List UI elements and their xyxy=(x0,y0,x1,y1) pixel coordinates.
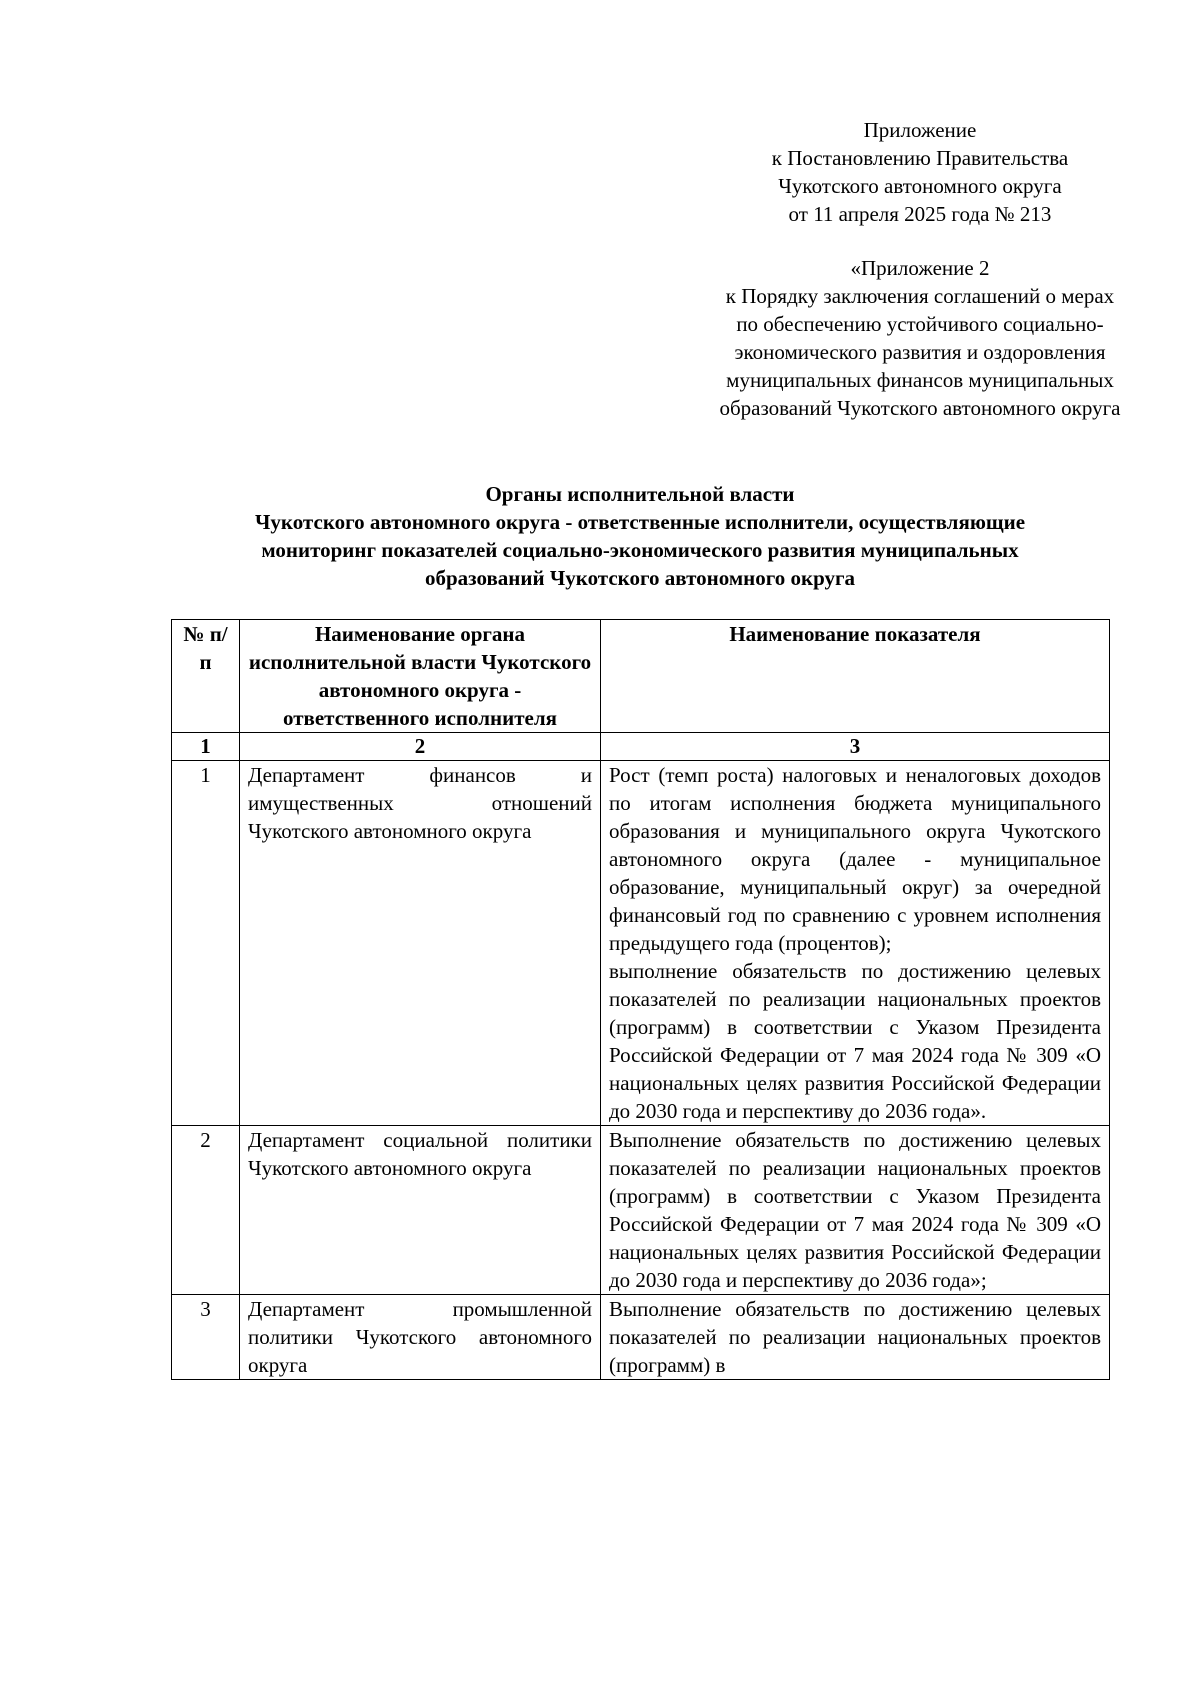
table-row xyxy=(172,761,1110,1126)
title-line: Чукотского автономного округа - ответственные исполнители, осуществляющие xyxy=(254,510,1026,534)
indicator-paragraph: выполнение обязательств по достижению целевых показателей по реализации национальных проектов (программ) в соответствии с Указом Президента Российской Федерации от 7 мая 2024 года № 309 «О национальных целях развития Российской Федерации до 2030 года и перспективу до 2036 года». xyxy=(609,959,1101,1123)
organ-name: Департамент промышленной политики Чукотского автономного округа xyxy=(240,1295,601,1380)
appendix-line: «Приложение 2 xyxy=(850,256,990,280)
organ-name: Департамент финансов и имущественных отношений Чукотского автономного округа xyxy=(240,761,601,1126)
header-line: к Постановлению Правительства xyxy=(771,146,1069,170)
resolution-reference xyxy=(680,116,1160,228)
title-line: мониторинг показателей социально-экономического развития муниципальных xyxy=(261,538,1019,562)
indicator-cell xyxy=(601,1126,1110,1295)
indicator-paragraph: Выполнение обязательств по достижению целевых показателей по реализации национальных проектов (программ) в соответствии с Указом Президента Российской Федерации от 7 мая 2024 года № 309 «О национальных целях развития Российской Федерации до 2030 года и перспективу до 2036 года»; xyxy=(609,1128,1101,1292)
header-line: от 11 апреля 2025 года № 213 xyxy=(788,202,1052,226)
title-line: образований Чукотского автономного округа xyxy=(424,566,856,590)
column-number: 2 xyxy=(240,733,601,761)
appendix-line: муниципальных финансов муниципальных xyxy=(726,368,1114,392)
document-title xyxy=(170,480,1110,592)
column-number-row xyxy=(172,733,1110,761)
header-organ: Наименование органа исполнительной власти Чукотского автономного округа - ответственного исполнителя xyxy=(240,620,601,733)
appendix-line: экономического развития и оздоровления xyxy=(734,340,1106,364)
indicator-paragraph: Выполнение обязательств по достижению целевых показателей по реализации национальных проектов (программ) в xyxy=(609,1297,1101,1377)
header-line: Чукотского автономного округа xyxy=(778,174,1062,198)
indicator-cell xyxy=(601,1295,1110,1380)
column-number: 3 xyxy=(601,733,1110,761)
row-number: 1 xyxy=(172,761,240,1126)
organ-name: Департамент социальной политики Чукотского автономного округа xyxy=(240,1126,601,1295)
row-number: 2 xyxy=(172,1126,240,1295)
appendix-line: по обеспечению устойчивого социально- xyxy=(736,312,1104,336)
table-header-row xyxy=(172,620,1110,733)
header-num: № п/п xyxy=(172,620,240,733)
table-row xyxy=(172,1295,1110,1380)
indicator-paragraph: Рост (темп роста) налоговых и неналоговых доходов по итогам исполнения бюджета муниципального образования и муниципального округа Чукотского автономного округа (далее - муниципальное образование, муниципальный округ) за очередной финансовый год по сравнению с уровнем исполнения предыдущего года (процентов); xyxy=(609,763,1101,955)
appendix-line: к Порядку заключения соглашений о мерах xyxy=(725,284,1115,308)
header-indicator: Наименование показателя xyxy=(601,620,1110,733)
appendix-reference xyxy=(612,254,1200,422)
indicator-cell xyxy=(601,761,1110,1126)
appendix-line: образований Чукотского автономного округа xyxy=(719,396,1121,420)
column-number: 1 xyxy=(172,733,240,761)
table-row xyxy=(172,1126,1110,1295)
row-number: 3 xyxy=(172,1295,240,1380)
responsible-executors-table xyxy=(171,619,1110,1380)
title-line: Органы исполнительной власти xyxy=(485,482,795,506)
header-line: Приложение xyxy=(863,118,977,142)
